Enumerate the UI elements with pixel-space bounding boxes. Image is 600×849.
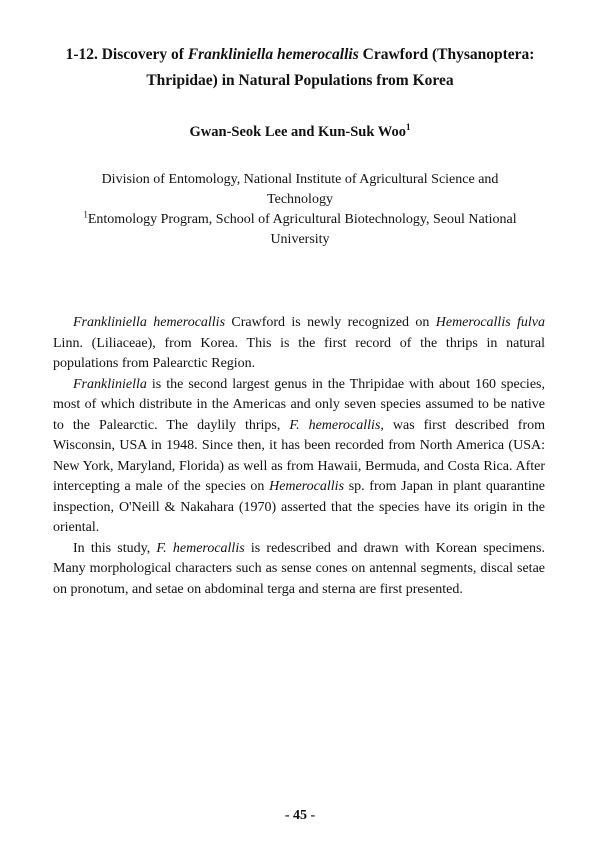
author-line: [40, 124, 560, 141]
species-name: Frankliniella hemerocallis: [73, 315, 226, 330]
abstract-body: [53, 313, 545, 600]
affiliations: [70, 170, 530, 250]
abstract-text: is the second largest genus in the Thripidae with about 160 species, most of which distribute in the Americas and only seven species assumed to be native to the Palearctic. The daylily thrips,: [53, 376, 545, 433]
affiliation-2: [70, 210, 530, 250]
species-name: Hemerocallis fulva: [435, 315, 546, 330]
title-suffix: Crawford (Thysanoptera: Thripidae) in Natural Populations from Korea: [146, 46, 535, 89]
abstract-text: In this study,: [73, 540, 157, 556]
page-number: - 45 -: [284, 808, 316, 823]
abstract-text: , was first described from Wisconsin, USA in 1948. Since then, it has been recorded from North America (USA: New York, Maryland, Florida) as well as from Hawaii, Bermuda, and Costa Rica. After intercepting a male of the species on: [53, 417, 545, 494]
title-species: Frankliniella hemerocallis: [187, 46, 359, 63]
abstract-paragraph-1: [53, 313, 545, 375]
abstract-text: is redescribed and drawn with Korean specimens. Many morphological characters such as sense cones on antennal segments, discal setae on pronotum, and setae on abdominal terga and sterna are first presented.: [53, 540, 546, 597]
affiliation-1: Division of Entomology, National Institute of Agricultural Science and Technology: [101, 172, 499, 207]
title-prefix: 1-12. Discovery of: [65, 46, 188, 63]
abstract-text: Linn. (Liliaceae), from Korea. This is the first record of the thrips in natural populations from Palearctic Region.: [53, 335, 545, 371]
author-sup: 1: [406, 122, 411, 133]
genus-name: Hemerocallis: [269, 479, 345, 494]
genus-name: Frankliniella: [73, 376, 147, 392]
species-name: F. hemerocallis: [156, 540, 245, 556]
abstract-text: Crawford is newly recognized on: [225, 315, 436, 330]
abstract-text: sp. from Japan in plant quarantine inspection, O'Neill & Nakahara (1970) asserted that the species have its origin in the oriental.: [53, 479, 545, 535]
abstract-paragraph-2: [53, 375, 545, 539]
abstract-paragraph-3: [53, 539, 545, 601]
author-names: Gwan-Seok Lee and Kun-Suk Woo: [189, 124, 406, 140]
affiliation-2-text: Entomology Program, School of Agricultural Biotechnology, Seoul National University: [87, 212, 517, 247]
affiliation-2-sup: 1: [83, 209, 88, 220]
species-name: F. hemerocallis: [289, 417, 381, 433]
paper-title: [40, 42, 560, 94]
